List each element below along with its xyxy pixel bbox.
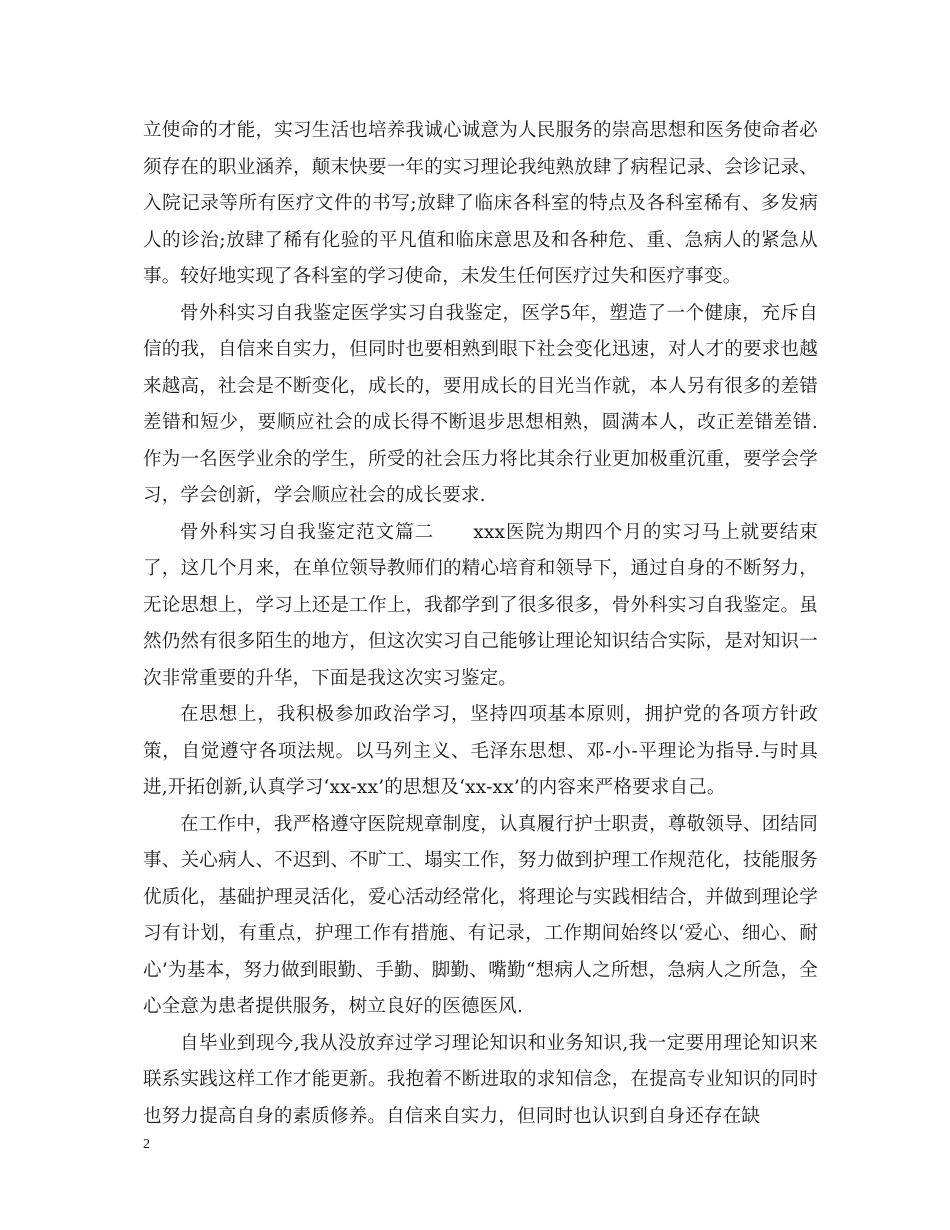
paragraph-5: 在工作中，我严格遵守医院规章制度，认真履行护士职责，尊敬领导、团结同事、关心病人、不迟到、不旷工、塌实工作，努力做到护理工作规范化，技能服务优质化，基础护理灵活化，爱心活动经常化，将理论与实践相结合，并做到理论学习有计划，有重点，护理工作有措施、有记录，工作期间始终以‘爱心、细心、耐心’为基本，努力做到眼勤、手勤、脚勤、嘴勤“想病人之所想，急病人之所急，全心全意为患者提供服务，树立良好的医德医风. [143, 813, 818, 1017]
paragraph-6: 自毕业到现今,我从没放弃过学习理论知识和业务知识,我一定要用理论知识来联系实践这样工作才能更新。我抱着不断进取的求知信念，在提高专业知识的同时也努力提高自身的素质修养。自信来自实力，但同时也认识到自身还存在缺 [143, 1032, 818, 1127]
paragraph-4: 在思想上，我积极参加政治学习，坚持四项基本原则，拥护党的各项方针政策，自觉遵守各项法规。以马列主义、毛泽东思想、邓-小-平理论为指导.与时具进,开拓创新,认真学习‘xx-xx’的思想及‘xx-xx’的内容来严格要求自己。 [143, 704, 818, 798]
document-body [143, 113, 818, 1135]
page-number: 2 [143, 1137, 150, 1152]
paragraph-1: 立使命的才能，实习生活也培养我诚心诚意为人民服务的崇高思想和医务使命者必须存在的职业涵养，颠末快要一年的实习理论我纯熟放肆了病程记录、会诊记录、入院记录等所有医疗文件的书写;放肆了临床各科室的特点及各科室稀有、多发病人的诊治;放肆了稀有化验的平凡值和临床意思及和各种危、重、急病人的紧急从事。较好地实现了各科室的学习使命，未发生任何医疗过失和医疗事变。 [143, 120, 818, 287]
paragraph-2: 骨外科实习自我鉴定医学实习自我鉴定，医学5年，塑造了一个健康，充斥自信的我，自信来自实力，但同时也要相熟到眼下社会变化迅速，对人才的要求也越来越高，社会是不断变化，成长的，要用成长的目光当作就，本人另有很多的差错差错和短少，要顺应社会的成长得不断退步思想相熟，圆满本人，改正差错差错.作为一名医学业余的学生，所受的社会压力将比其余行业更加极重沉重，要学会学习，学会创新，学会顺应社会的成长要求. [143, 302, 818, 506]
paragraph-3: 骨外科实习自我鉴定范文篇二 xxx医院为期四个月的实习马上就要结束了，这几个月来，在单位领导教师们的精心培育和领导下，通过自身的不断努力，无论思想上，学习上还是工作上，我都学到了很多很多，骨外科实习自我鉴定。虽然仍然有很多陌生的地方，但这次实习自己能够让理论知识结合实际，是对知识一次非常重要的升华，下面是我这次实习鉴定。 [143, 521, 818, 689]
